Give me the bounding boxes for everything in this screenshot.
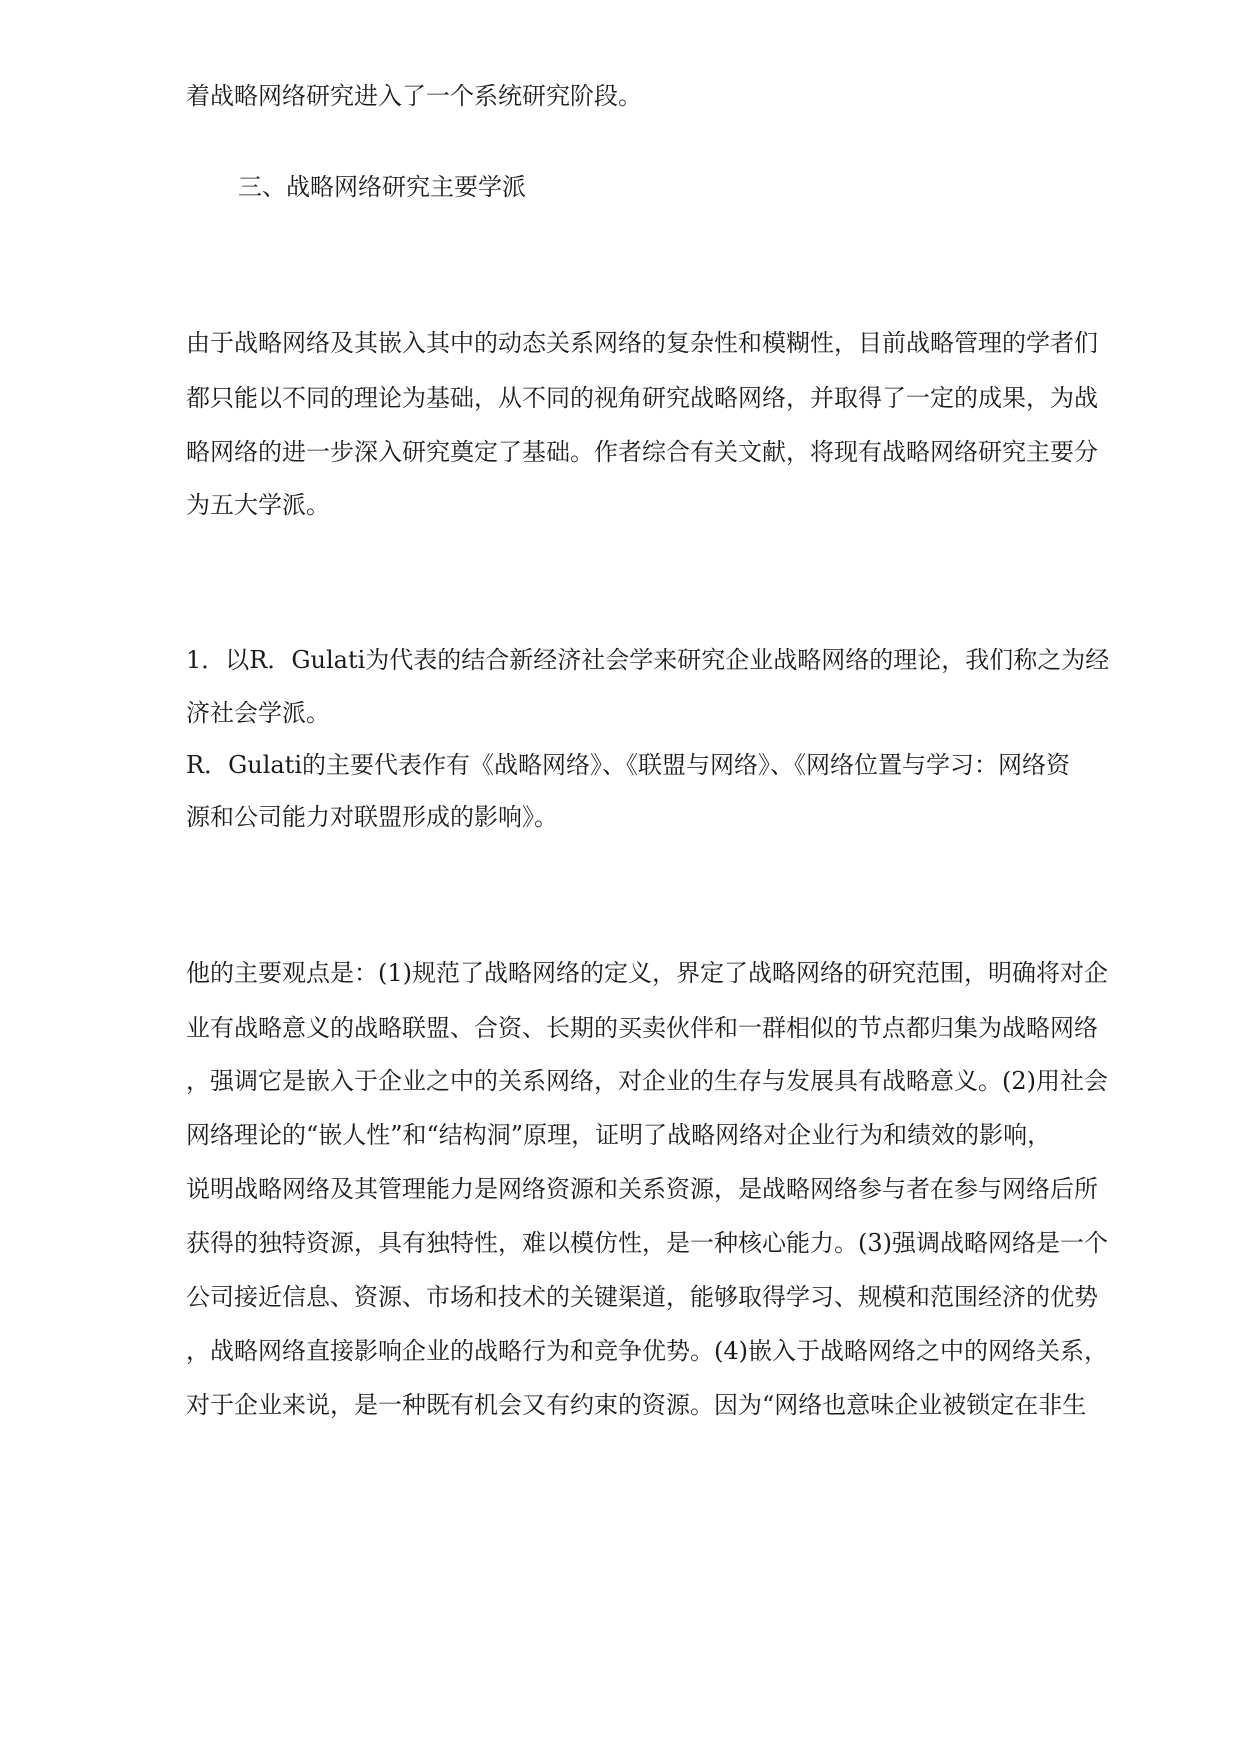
text-line: ，强调它是嵌入于企业之中的关系网络，对企业的生存与发展具有战略意义。(2)用社会 bbox=[186, 1067, 1108, 1095]
text-line: 1．以R．Gulati为代表的结合新经济社会学来研究企业战略网络的理论，我们称之为经 bbox=[186, 646, 1110, 674]
text-line: 对于企业来说，是一种既有机会又有约束的资源。因为“网络也意味企业被锁定在非生 bbox=[186, 1391, 1087, 1419]
text-line: 济社会学派。 bbox=[186, 699, 330, 727]
text-line: 为五大学派。 bbox=[186, 491, 330, 519]
text-line: 由于战略网络及其嵌入其中的动态关系网络的复杂性和模糊性，目前战略管理的学者们 bbox=[186, 329, 1098, 357]
text-line: 他的主要观点是：(1)规范了战略网络的定义，界定了战略网络的研究范围，明确将对企 bbox=[186, 959, 1108, 987]
text-line: 业有战略意义的战略联盟、合资、长期的买卖伙伴和一群相似的节点都归集为战略网络 bbox=[186, 1014, 1098, 1042]
text-line: 着战略网络研究进入了一个系统研究阶段。 bbox=[186, 82, 642, 110]
text-line: 获得的独特资源，具有独特性，难以模仿性，是一种核心能力。(3)强调战略网络是一个 bbox=[186, 1229, 1108, 1257]
text-line: 说明战略网络及其管理能力是网络资源和关系资源，是战略网络参与者在参与网络后所 bbox=[186, 1175, 1098, 1203]
text-line: ，战略网络直接影响企业的战略行为和竞争优势。(4)嵌入于战略网络之中的网络关系， bbox=[186, 1337, 1108, 1365]
text-line: R．Gulati的主要代表作有《战略网络》、《联盟与网络》、《网络位置与学习：网络资 bbox=[186, 751, 1071, 779]
text-line: 略网络的进一步深入研究奠定了基础。作者综合有关文献，将现有战略网络研究主要分 bbox=[186, 438, 1098, 466]
text-line: 源和公司能力对联盟形成的影响》。 bbox=[186, 803, 558, 831]
text-line: 都只能以不同的理论为基础，从不同的视角研究战略网络，并取得了一定的成果，为战 bbox=[186, 384, 1098, 412]
text-line: 公司接近信息、资源、市场和技术的关键渠道，能够取得学习、规模和范围经济的优势 bbox=[186, 1283, 1098, 1311]
section-heading: 三、战略网络研究主要学派 bbox=[238, 173, 526, 201]
text-line: 网络理论的“嵌人性”和“结构洞”原理，证明了战略网络对企业行为和绩效的影响， bbox=[186, 1121, 1052, 1149]
